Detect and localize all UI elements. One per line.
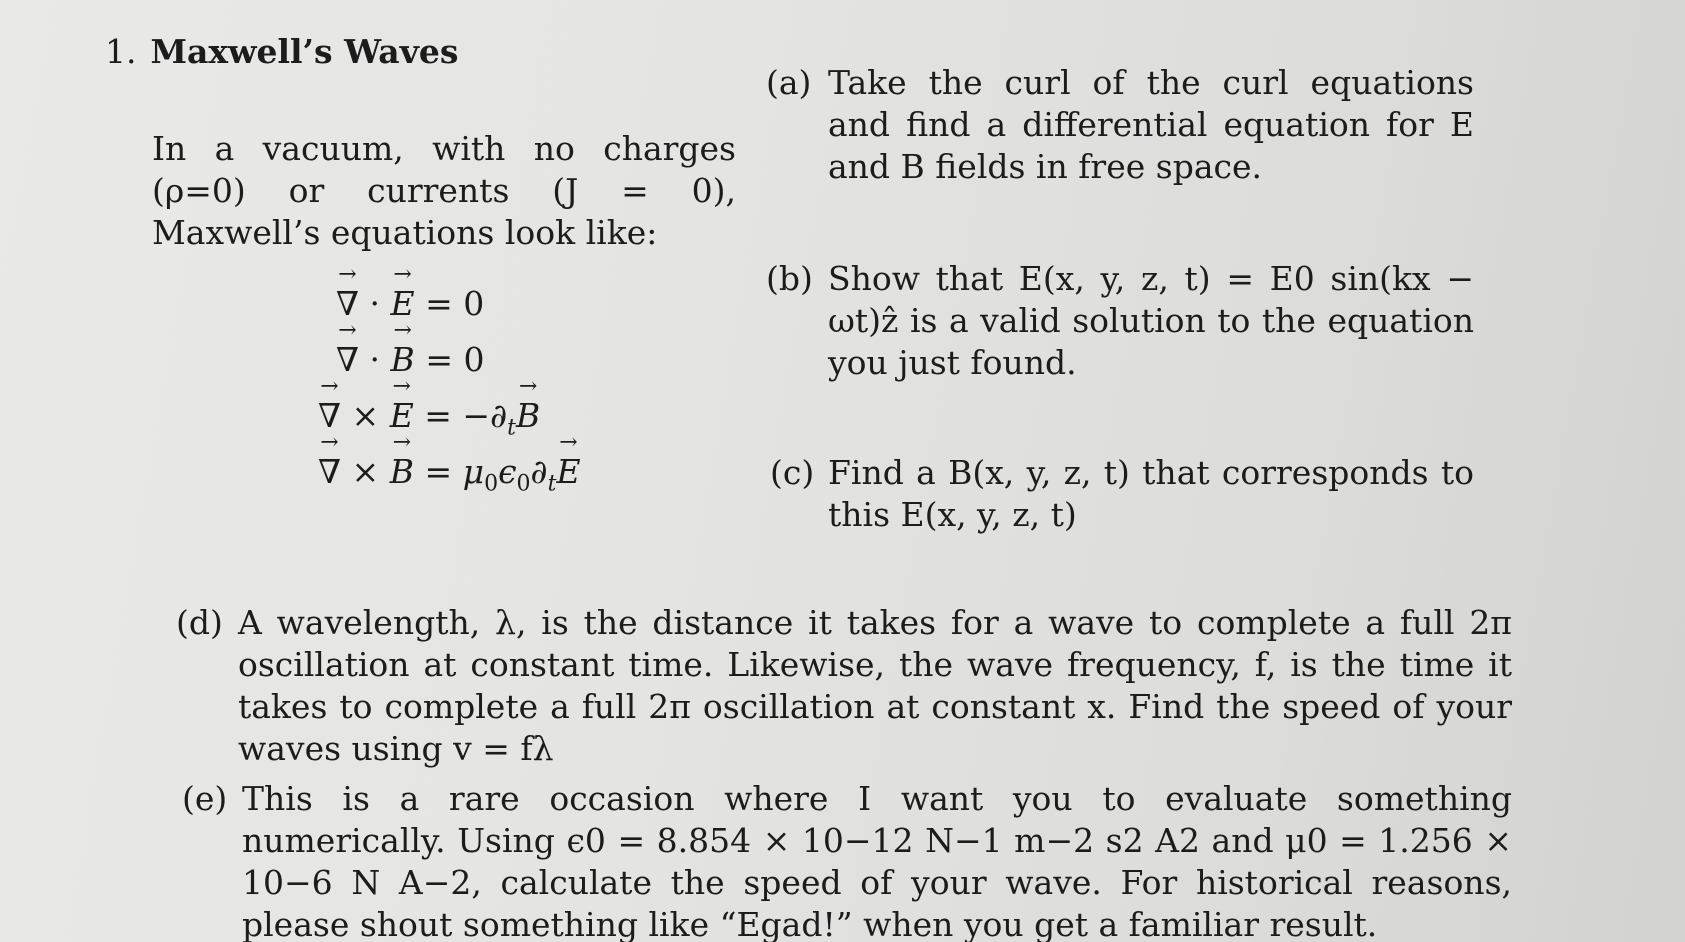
problem-title: Maxwell’s Waves [150,32,459,71]
part-b-label: (b) [766,259,813,298]
problem-number: 1. [105,32,137,71]
equation-div-e: → ∇ · → E = 0 [336,284,484,323]
intro-paragraph: In a vacuum, with no charges (ρ=0) or currents (J = 0), Maxwell’s equations look like: [152,129,736,252]
part-e-text: This is a rare occasion where I want you to evaluate something numerically. Using ϵ0 = 8.854 × 10−12 N−1 m−2 s2 A2 and μ0 = 1.256 × 10−6 N A−2, calculate the speed of your wave. For historical reasons, please shout something like “Egad!” when you get a familiar result. [242,779,1512,942]
part-c-label: (c) [770,453,815,492]
part-c [770,452,1476,542]
part-a-label: (a) [766,63,812,102]
problem-heading [105,32,458,71]
equation-curl-b: → ∇ × → $B = \mu_0\epsilon_0\partial_t\to E$ [318,452,581,497]
part-b-text: Show that E(x, y, z, t) = E0 sin(kx − ωt)ẑ is a valid solution to the equation you just found. [828,259,1474,382]
part-b [766,258,1476,388]
part-e [182,778,1514,942]
equation-curl-e: → ∇ × → $E = -\partial_t\to B$ [318,396,540,441]
part-c-text: Find a B(x, y, z, t) that corresponds to this E(x, y, z, t) [828,453,1474,534]
part-d-label: (d) [176,603,223,642]
part-a [766,62,1476,192]
equation-1-text [0,0,1,1]
part-d-text: A wavelength, λ, is the distance it takes for a wave to complete a full 2π oscillation at constant time. Likewise, the wave frequency, f, is the time it takes to complete a full 2π oscillation at constant x. Find the speed of your waves using v = fλ [238,603,1512,768]
part-d [176,602,1514,768]
part-a-text: Take the curl of the curl equations and find a differential equation for E and B fields in free space. [828,63,1474,186]
part-e-label: (e) [182,779,228,818]
equation-div-b: → ∇ · → B = 0 [336,340,484,379]
